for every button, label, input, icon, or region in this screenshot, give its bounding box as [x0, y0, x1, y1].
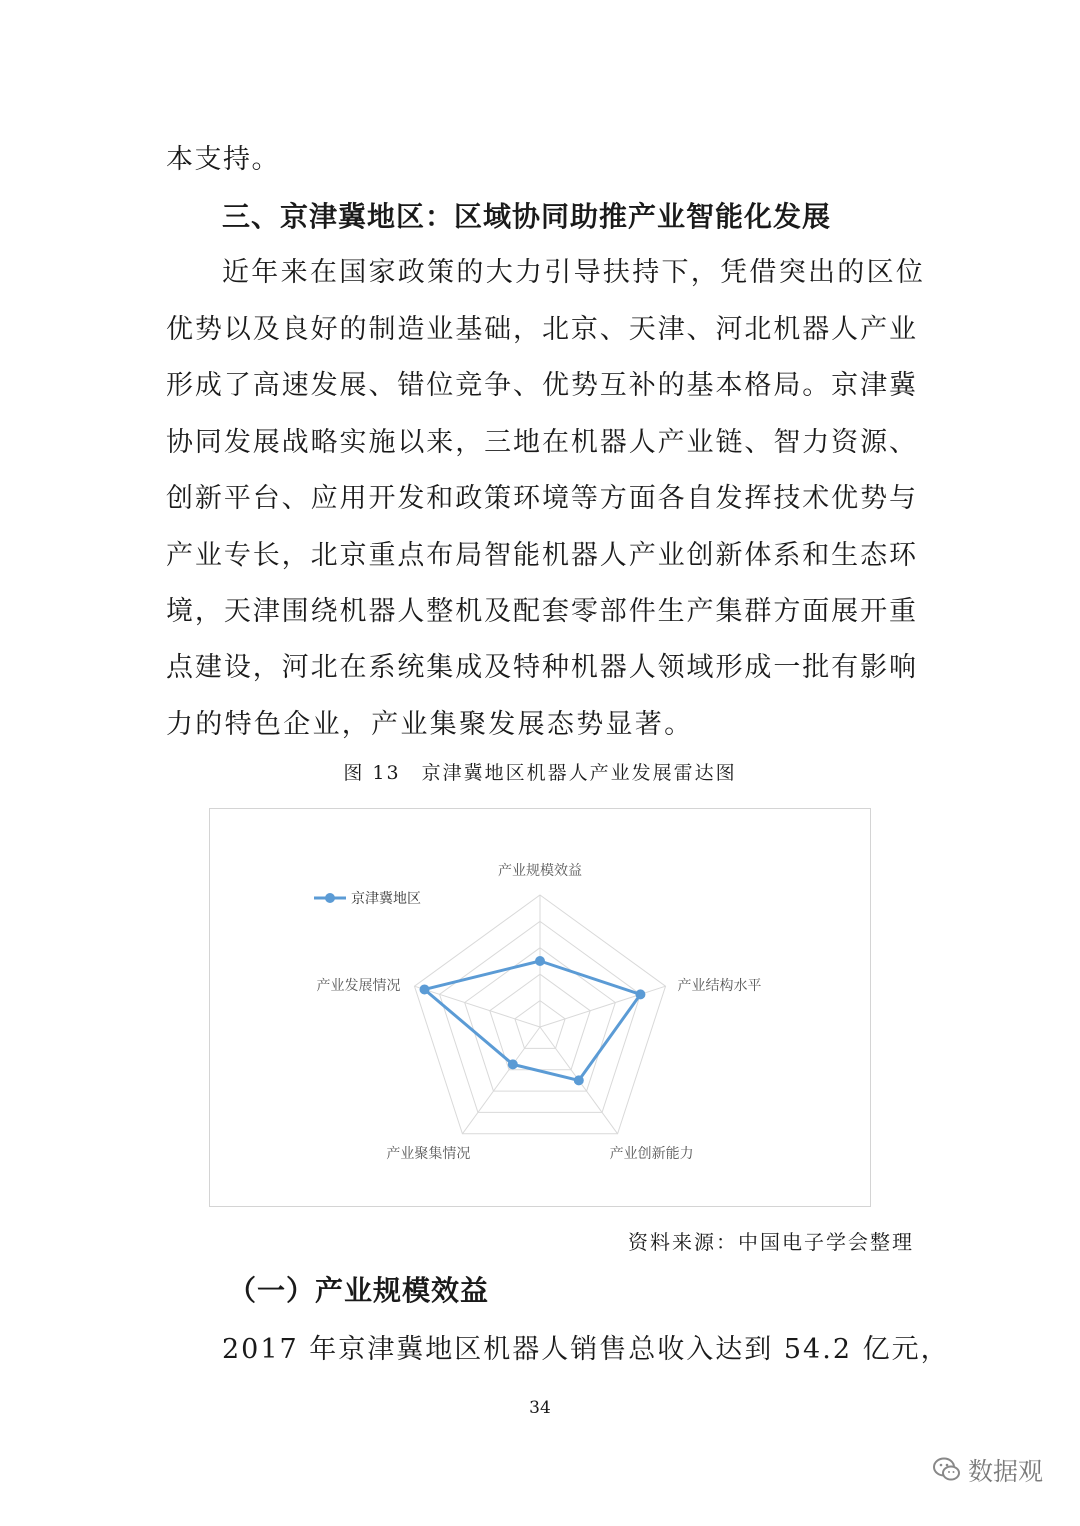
legend-label: 京津冀地区: [351, 891, 421, 907]
axis-label: 产业结构水平: [677, 978, 762, 995]
figure-caption: 图 13 京津冀地区机器人产业发展雷达图: [343, 762, 737, 784]
paragraph-line: 点建设，河北在系统集成及特种机器人领域形成一批有影响: [166, 652, 916, 683]
paragraph-line: 境，天津围绕机器人整机及配套零部件生产集群方面展开重: [166, 596, 916, 627]
paragraph-line: 力的特色企业，产业集聚发展态势显著。: [166, 709, 694, 740]
paragraph-line-last: 2017 年京津冀地区机器人销售总收入达到 54.2 亿元，: [222, 1334, 950, 1365]
data-point: [574, 1075, 584, 1085]
page-number: 34: [529, 1398, 551, 1418]
watermark-text: 数据观: [968, 1457, 1044, 1486]
paragraph-line: 近年来在国家政策的大力引导扶持下，凭借突出的区位: [222, 257, 926, 288]
data-point: [635, 989, 645, 999]
radar-chart: [210, 809, 870, 1206]
section-heading: 三、京津冀地区：区域协同助推产业智能化发展: [222, 200, 832, 233]
legend-marker: [325, 893, 335, 903]
axis-label: 产业规模效益: [498, 863, 582, 879]
axis-label: 产业聚集情况: [386, 1145, 471, 1162]
grid-spoke: [414, 986, 540, 1027]
radar-chart-frame: [209, 808, 871, 1207]
data-point: [508, 1059, 518, 1069]
axis-label: 产业发展情况: [316, 978, 401, 995]
paragraph-line: 优势以及良好的制造业基础，北京、天津、河北机器人产业: [166, 314, 916, 345]
grid-spoke: [540, 986, 666, 1027]
data-point: [535, 956, 545, 966]
paragraph-line: 协同发展战略实施以来，三地在机器人产业链、智力资源、: [166, 427, 916, 458]
subheading: （一）产业规模效益: [228, 1274, 490, 1307]
paragraph-line: 形成了高速发展、错位竞争、优势互补的基本格局。京津冀: [166, 370, 916, 401]
axis-label: 产业创新能力: [609, 1145, 694, 1162]
watermark: [932, 1452, 1043, 1488]
text-line-top: 本支持。: [166, 144, 280, 175]
grid-spoke: [462, 1027, 540, 1134]
source-note: 资料来源：中国电子学会整理: [628, 1230, 914, 1254]
data-point: [420, 984, 430, 994]
paragraph-line: 产业专长，北京重点布局智能机器人产业创新体系和生态环: [166, 540, 916, 571]
paragraph-line: 创新平台、应用开发和政策环境等方面各自发挥技术优势与: [166, 483, 916, 514]
wechat-icon: [932, 1456, 962, 1484]
series-line: [425, 961, 641, 1080]
